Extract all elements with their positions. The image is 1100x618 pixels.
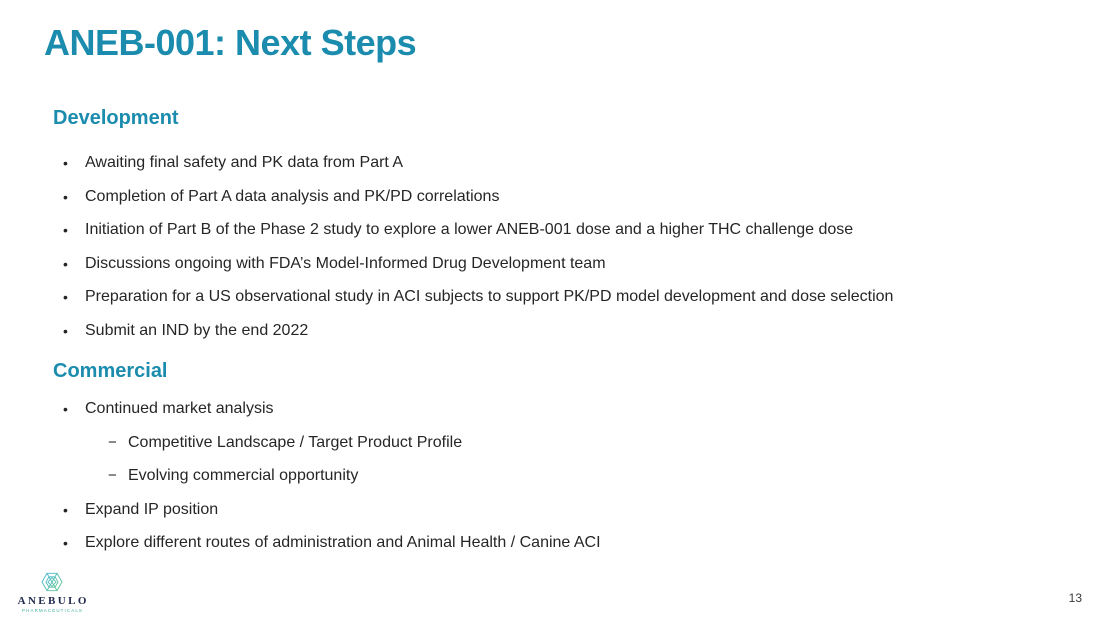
bullet-dot-icon: • bbox=[63, 322, 68, 339]
bullet-dot-icon: • bbox=[63, 401, 68, 417]
bullet-item bbox=[53, 222, 1070, 238]
bullet-item bbox=[53, 155, 1070, 171]
section-commercial bbox=[53, 360, 1070, 569]
bullet-text: Preparation for a US observational study in ACI subjects to support PK/PD model development and dose selection bbox=[85, 288, 894, 305]
bullet-text: Expand IP position bbox=[85, 500, 219, 518]
section-heading-commercial: Commercial bbox=[53, 360, 168, 382]
bullet-item bbox=[53, 401, 1070, 417]
bullet-text: Discussions ongoing with FDA’s Model-Informed Drug Development team bbox=[85, 254, 606, 272]
bullet-text: Continued market analysis bbox=[85, 400, 274, 417]
bullet-text: Completion of Part A data analysis and PK/PD correlations bbox=[85, 187, 500, 205]
bullet-dot-icon: • bbox=[63, 222, 68, 238]
bullet-text: Initiation of Part B of the Phase 2 study to explore a lower ANEB-001 dose and a higher THC challenge dose bbox=[85, 221, 854, 238]
dash-icon: − bbox=[108, 433, 117, 451]
sub-bullet-item bbox=[53, 468, 1070, 484]
page-number: 13 bbox=[1068, 591, 1082, 605]
section-development bbox=[53, 107, 1070, 356]
bullet-dot-icon: • bbox=[63, 289, 68, 305]
bullet-dot-icon: • bbox=[63, 501, 68, 518]
bullet-text: Evolving commercial opportunity bbox=[128, 467, 359, 484]
company-logo bbox=[14, 571, 90, 613]
development-bullet-list bbox=[53, 155, 1070, 339]
commercial-bullet-list bbox=[53, 401, 1070, 551]
bullet-text: Awaiting final safety and PK data from Part A bbox=[85, 154, 404, 171]
bullet-dot-icon: • bbox=[63, 188, 68, 205]
bullet-text: Competitive Landscape / Target Product Profile bbox=[128, 433, 463, 451]
bullet-dot-icon: • bbox=[63, 155, 68, 171]
bullet-item bbox=[53, 535, 1070, 551]
logo-hexagon-icon bbox=[40, 571, 64, 594]
bullet-item bbox=[53, 289, 1070, 305]
bullet-dot-icon: • bbox=[63, 255, 68, 272]
bullet-item bbox=[53, 502, 1070, 518]
section-heading-development: Development bbox=[53, 107, 179, 129]
bullet-item bbox=[53, 189, 1070, 205]
bullet-text: Submit an IND by the end 2022 bbox=[85, 321, 309, 339]
bullet-text: Explore different routes of administration and Animal Health / Canine ACI bbox=[85, 534, 601, 551]
slide-title: ANEB-001: Next Steps bbox=[44, 22, 417, 63]
bullet-item bbox=[53, 256, 1070, 272]
dash-icon: − bbox=[108, 467, 117, 484]
bullet-item bbox=[53, 323, 1070, 339]
logo-tagline: PHARMACEUTICALS bbox=[22, 608, 84, 613]
sub-bullet-item bbox=[53, 435, 1070, 451]
bullet-dot-icon: • bbox=[63, 535, 68, 551]
logo-name: ANEBULO bbox=[17, 595, 89, 607]
